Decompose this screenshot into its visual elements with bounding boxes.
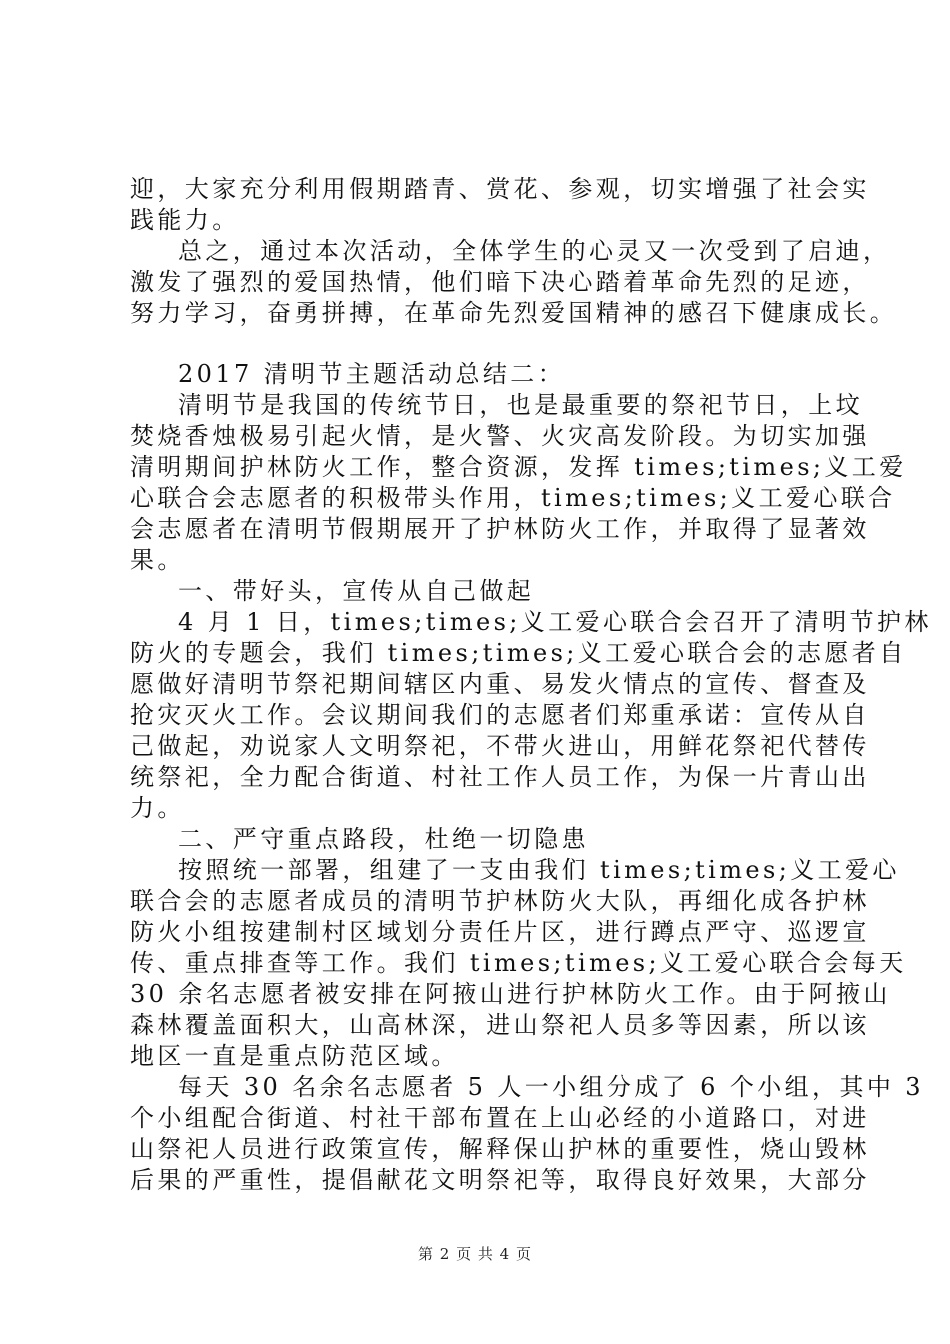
text-line: 果。	[130, 546, 185, 574]
section-gap	[130, 329, 830, 359]
text-line: 努力学习，奋勇拼搏，在革命先烈爱国精神的感召下健康成长。	[130, 299, 898, 327]
subheading: 二、严守重点路段，杜绝一切隐患	[178, 825, 589, 853]
paragraph-start: 4 月 1 日，times;times;义工爱心联合会召开了清明节护林	[178, 608, 932, 636]
subheading: 一、带好头，宣传从自己做起	[178, 577, 535, 605]
text-line: 践能力。	[130, 206, 240, 234]
text-line: 防火的专题会，我们 times;times;义工爱心联合会的志愿者自	[130, 639, 907, 667]
text-line: 统祭祀，全力配合街道、村社工作人员工作，为保一片青山出	[130, 763, 870, 791]
text-line: 力。	[130, 794, 185, 822]
document-body	[130, 174, 932, 1196]
page-number-footer: 第 2 页 共 4 页	[418, 1245, 532, 1263]
text-line: 清明期间护林防火工作，整合资源，发挥 times;times;义工爱	[130, 453, 907, 481]
text-line: 己做起，劝说家人文明祭祀，不带火进山，用鲜花祭祀代替传	[130, 732, 870, 760]
text-line: 30 余名志愿者被安排在阿掖山进行护林防火工作。由于阿掖山	[130, 980, 891, 1008]
text-line: 会志愿者在清明节假期展开了护林防火工作，并取得了显著效	[130, 515, 870, 543]
text-line: 联合会的志愿者成员的清明节护林防火大队，再细化成各护林	[130, 887, 870, 915]
text-line: 心联合会志愿者的积极带头作用，times;times;义工爱心联合	[130, 484, 896, 512]
paragraph-start: 每天 30 名余名志愿者 5 人一小组分成了 6 个小组，其中 3	[178, 1073, 924, 1101]
paragraph-start: 总之，通过本次活动，全体学生的心灵又一次受到了启迪，	[178, 237, 891, 265]
text-line: 森林覆盖面积大，山高林深，进山祭祀人员多等因素，所以该	[130, 1011, 870, 1039]
section-title: 2017 清明节主题活动总结二：	[178, 360, 566, 388]
paragraph-start: 按照统一部署，组建了一支由我们 times;times;义工爱心	[178, 856, 900, 884]
paragraph-start: 清明节是我国的传统节日，也是最重要的祭祀节日，上坟	[178, 391, 863, 419]
text-line: 迎，大家充分利用假期踏青、赏花、参观，切实增强了社会实	[130, 175, 870, 203]
text-line: 愿做好清明节祭祀期间辖区内重、易发火情点的宣传、督查及	[130, 670, 870, 698]
text-line: 后果的严重性，提倡献花文明祭祀等，取得良好效果，大部分	[130, 1166, 870, 1194]
text-line: 抢灾灭火工作。会议期间我们的志愿者们郑重承诺：宣传从自	[130, 701, 870, 729]
text-line: 焚烧香烛极易引起火情，是火警、火灾高发阶段。为切实加强	[130, 422, 870, 450]
text-line: 激发了强烈的爱国热情，他们暗下决心踏着革命先烈的足迹，	[130, 268, 870, 296]
text-line: 山祭祀人员进行政策宣传，解释保山护林的重要性，烧山毁林	[130, 1135, 870, 1163]
text-line: 个小组配合街道、村社干部布置在上山必经的小道路口，对进	[130, 1104, 870, 1132]
text-line: 地区一直是重点防范区域。	[130, 1042, 459, 1070]
text-line: 防火小组按建制村区域划分责任片区，进行蹲点严守、巡逻宣	[130, 918, 870, 946]
text-line: 传、重点排查等工作。我们 times;times;义工爱心联合会每天	[130, 949, 907, 977]
